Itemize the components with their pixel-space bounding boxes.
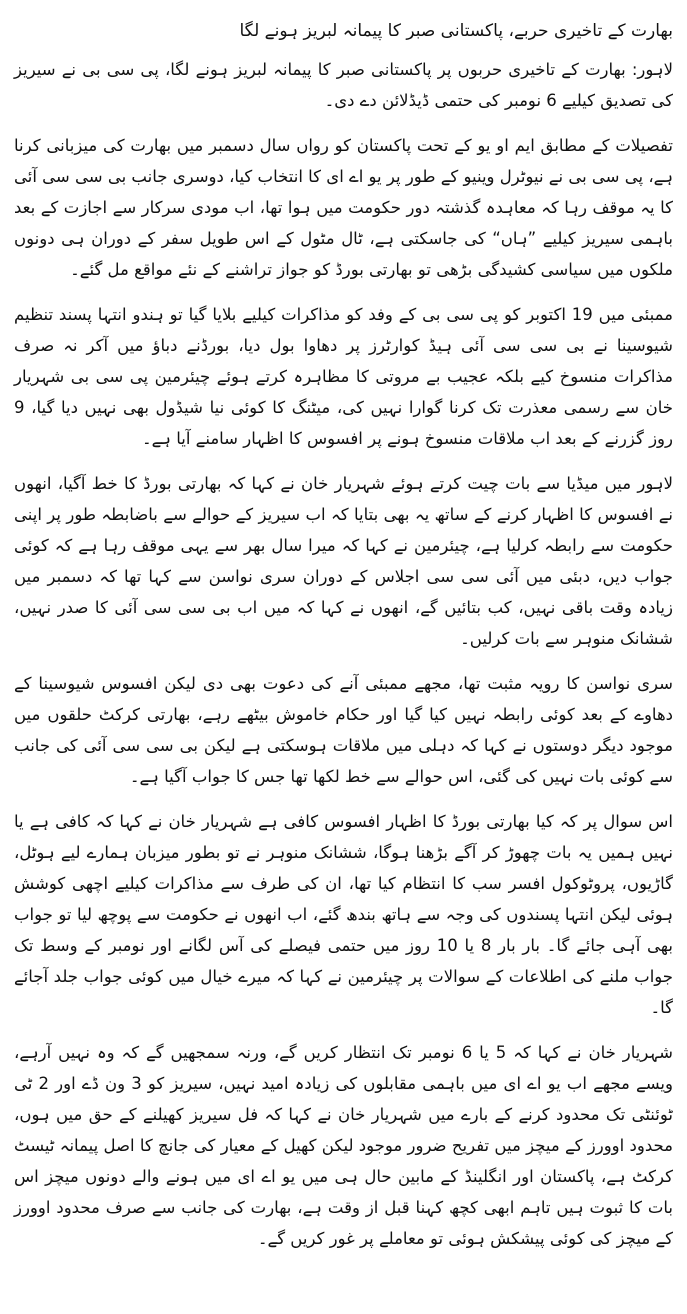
article-paragraph: لاہور میں میڈیا سے بات چیت کرتے ہوئے شہریار خان نے کہا کہ بھارتی بورڈ کا خط آگیا، انھوں نے افسوس کا اظہار کرنے کے ساتھ یہ بھی بتایا کہ اب سیریز کے حوالے سے باضابطہ طور پر اپنی حکومت سے رابطہ کرلیا ہے، چیئرمین نے کہا کہ میرا سال بھر سے یہی موقف رہا ہے کہ کوئی جواب دیں، دبئی میں آئی سی سی اجلاس کے دوران سری نواسن سے کہا تھا کہ دسمبر میں زیادہ وقت باقی نہیں، کب بتائیں گے، انھوں نے کہا کہ میں اب بی سی سی آئی کا صدر نہیں، ششانک منوہر سے بات کرلیں۔ [14,474,673,648]
article-headline: بھارت کے تاخیری حربے، پاکستانی صبر کا پیمانہ لبریز ہونے لگا [239,21,673,41]
article-paragraph: لاہور: بھارت کے تاخیری حربوں پر پاکستانی صبر کا پیمانہ لبریز ہونے لگا، پی سی بی نے سیریز کی تصدیق کیلیے 6 نومبر کی حتمی ڈیڈلائن دے دی۔ [14,60,673,110]
article-paragraph: ممبئی میں 19 اکتوبر کو پی سی بی کے وفد کو مذاکرات کیلیے بلایا گیا تو ہندو انتہا پسند تنظیم شیوسینا نے بی سی سی آئی ہیڈ کوارٹرز پر دھاوا بول دیا، بورڈنے دباؤ میں آکر نہ صرف مذاکرات منسوخ کیے بلکہ عجیب بے مروتی کا مظاہرہ کرتے ہوئے چیئرمین پی سی بی شہریار خان سے رسمی معذرت تک کرنا گوارا نہیں کی، میٹنگ کا کوئی نیا شیڈول بھی نہیں دیا گیا، 9 روز گزرنے کے بعد اب ملاقات منسوخ ہونے پر افسوس کا اظہار سامنے آیا ہے۔ [14,305,673,448]
article-paragraph: شہریار خان نے کہا کہ 5 یا 6 نومبر تک انتظار کریں گے، ورنہ سمجھیں گے کہ وہ نہیں آرہے، ویسے مجھے اب یو اے ای میں باہمی مقابلوں کی زیادہ امید نہیں، سیریز کو 3 ون ڈے اور 2 ٹی ٹوئنٹی تک محدود کرنے کے بارے میں شہریار خان نے کہا کہ فل سیریز کھیلنے کے حق میں ہوں، محدود اوورز کے میچز میں تفریح ضرور موجود لیکن کھیل کے معیار کی جانچ کا اصل پیمانہ ٹیسٹ کرکٹ ہے، پاکستان اور انگلینڈ کے مابین حال ہی میں یو اے ای میں ہونے والے دونوں میچز اس بات کا ثبوت ہیں تاہم ابھی کچھ کہنا قبل از وقت ہے، بھارت کی جانب سے صرف محدود اوورز کے میچز کی کوئی پیشکش ہوئی تو معاملے پر غور کریں گے۔ [14,1043,673,1248]
article-paragraph: سری نواسن کا رویہ مثبت تھا، مجھے ممبئی آنے کی دعوت بھی دی لیکن افسوس شیوسینا کے دھاوے کے بعد کوئی رابطہ نہیں کیا گیا اور حکام خاموش بیٹھے رہے، بھارتی کرکٹ حلقوں میں موجود دیگر دوستوں نے کہا کہ دہلی میں ملاقات ہوسکتی ہے لیکن بی سی سی آئی کی جانب سے کوئی بات نہیں کی گئی، اس حوالے سے خط لکھا تھا جس کا جواب آگیا ہے۔ [14,674,673,786]
article-paragraph: تفصیلات کے مطابق ایم او یو کے تحت پاکستان کو رواں سال دسمبر میں بھارت کی میزبانی کرنا ہے، پی سی بی نے نیوٹرل وینیو کے طور پر یو اے ای کا انتخاب کیا، دوسری جانب بی سی سی آئی کا یہ موقف رہا کہ معاہدہ گذشتہ دور حکومت میں ہوا تھا، اب مودی سرکار سے اجازت کے بعد باہمی سیریز کیلیے ”ہاں“ کی جاسکتی ہے، ٹال مٹول کے اس طویل سفر کے دوران ہی دونوں ملکوں میں سیاسی کشیدگی بڑھی تو بھارتی بورڈ کو جواز تراشنے کے نئے مواقع مل گئے۔ [14,136,673,279]
article-paragraph: اس سوال پر کہ کیا بھارتی بورڈ کا اظہار افسوس کافی ہے شہریار خان نے کہا کہ کافی ہے یا نہیں ہمیں یہ بات چھوڑ کر آگے بڑھنا ہوگا، ششانک منوہر نے تو بطور میزبان ہمارے لیے ہوٹل، گاڑیوں، پروٹوکول افسر سب کا انتظام کیا تھا، ان کی طرف سے مذاکرات کیلیے اچھی کوشش ہوئی لیکن انتہا پسندوں کی وجہ سے ہاتھ بندھ گئے، اب انھوں نے حکومت سے پوچھ لیا تو جواب بھی آہی جائے گا۔ بار بار 8 یا 10 روز میں حتمی فیصلے کی آس لگانے اور نومبر کے وسط تک جواب ملنے کی اطلاعات کے سوالات پر چیئرمین نے کہا کہ میرے خیال میں کوئی جواب جلد آجائے گا۔ [14,812,674,1017]
